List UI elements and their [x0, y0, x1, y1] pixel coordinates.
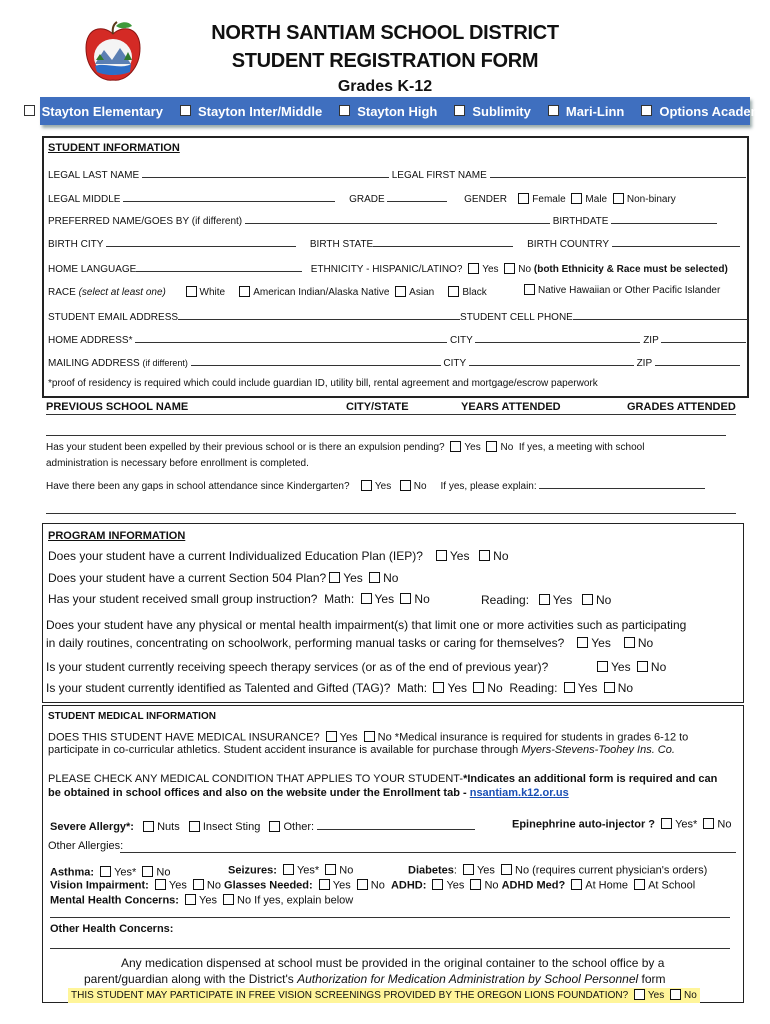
preferred-name-row: PREFERRED NAME/GOES BY (if different) BIRTHDATE	[48, 213, 717, 227]
school-option-options-academy[interactable]: Options Academy	[638, 104, 769, 119]
checkbox[interactable]	[641, 105, 652, 116]
home-zip-field[interactable]	[661, 332, 746, 343]
small-group-math-yes-checkbox[interactable]	[361, 593, 372, 604]
years-attended-header: YEARS ATTENDED	[461, 401, 561, 413]
small-group-math-no-checkbox[interactable]	[400, 593, 411, 604]
seizures-row: Seizures: Yes* No	[228, 864, 354, 877]
other-allergies-field[interactable]	[120, 852, 736, 853]
last-name-field[interactable]	[142, 167, 389, 178]
insurance-note-line2: participate in co-curricular athletics. Student accident insurance is available for purchase through Myers-Stevens-Toohey Ins. Co.	[48, 744, 675, 756]
allergy-other-checkbox[interactable]	[269, 821, 280, 832]
allergy-insect-checkbox[interactable]	[189, 821, 200, 832]
district-website-link[interactable]: nsantiam.k12.or.us	[469, 787, 569, 799]
glasses-yes-checkbox[interactable]	[319, 879, 330, 890]
mental-yes-checkbox[interactable]	[185, 894, 196, 905]
birth-state-field[interactable]	[373, 236, 513, 247]
gaps-no-checkbox[interactable]	[400, 480, 411, 491]
gaps-explain-line2[interactable]	[46, 513, 736, 514]
residency-note: *proof of residency is required which could include guardian ID, utility bill, rental agreement and mortgage/escrow paperwork	[48, 378, 598, 389]
expelled-question-row: Has your student been expelled by their previous school or is there an expulsion pending? Yes No If yes, a meeting with school	[46, 442, 645, 454]
gaps-question-row: Have there been any gaps in school attendance since Kindergarten? Yes No If yes, please explain:	[46, 478, 705, 493]
tag-math-no-checkbox[interactable]	[473, 682, 484, 693]
mental-no-checkbox[interactable]	[223, 894, 234, 905]
race-native-hawaiian-checkbox[interactable]	[524, 284, 535, 295]
checkbox[interactable]	[339, 105, 350, 116]
seizures-no-checkbox[interactable]	[325, 864, 336, 875]
insurance-row: DOES THIS STUDENT HAVE MEDICAL INSURANCE? Yes No *Medical insurance is required for students in grades 6-12 to	[48, 731, 689, 744]
gaps-explain-field[interactable]	[539, 478, 705, 489]
insurance-no-checkbox[interactable]	[364, 731, 375, 742]
home-address-row: HOME ADDRESS* CITY ZIP	[48, 332, 746, 346]
mailing-zip-field[interactable]	[655, 355, 740, 366]
hispanic-yes-checkbox[interactable]	[468, 263, 479, 274]
previous-school-entry-line[interactable]	[46, 435, 726, 436]
previous-school-header-rule	[46, 414, 736, 415]
impairment-no-checkbox[interactable]	[624, 637, 635, 648]
email-phone-row: STUDENT EMAIL ADDRESS STUDENT CELL PHONE	[48, 309, 748, 323]
medical-check-instructions: PLEASE CHECK ANY MEDICAL CONDITION THAT APPLIES TO YOUR STUDENT-*Indicates an additional form is required and can	[48, 773, 718, 785]
race-asian-checkbox[interactable]	[395, 286, 406, 297]
nonbinary-checkbox[interactable]	[613, 193, 624, 204]
other-health-field[interactable]	[50, 948, 730, 949]
gaps-yes-checkbox[interactable]	[361, 480, 372, 491]
preferred-name-field[interactable]	[245, 213, 550, 224]
504-row: Does your student have a current Section 504 Plan? Yes No	[48, 571, 399, 585]
mailing-address-row: MAILING ADDRESS (if different) CITY ZIP	[48, 355, 740, 369]
hispanic-no-checkbox[interactable]	[504, 263, 515, 274]
insurance-yes-checkbox[interactable]	[326, 731, 337, 742]
small-group-reading-no-checkbox[interactable]	[582, 594, 593, 605]
language-ethnicity-row: HOME LANGUAGE ETHNICITY - HISPANIC/LATINO? Yes No (both Ethnicity & Race must be selected)	[48, 261, 728, 276]
grade-field[interactable]	[387, 191, 447, 202]
vision-screening-no-checkbox[interactable]	[670, 989, 681, 1000]
adhd-med-home-checkbox[interactable]	[571, 879, 582, 890]
diabetes-yes-checkbox[interactable]	[463, 864, 474, 875]
adhd-med-school-checkbox[interactable]	[634, 879, 645, 890]
epinephrine-row: Epinephrine auto-injector ? Yes* No	[512, 818, 732, 831]
school-option-stayton-high[interactable]: Stayton High	[336, 104, 437, 119]
school-option-mari-linn[interactable]: Mari-Linn	[545, 104, 625, 119]
epi-yes-checkbox[interactable]	[661, 818, 672, 829]
middle-name-field[interactable]	[123, 191, 335, 202]
vision-glasses-adhd-row: Vision Impairment: Yes No Glasses Needed: Yes No ADHD: Yes No ADHD Med? At Home At School	[50, 879, 696, 892]
vision-yes-checkbox[interactable]	[155, 879, 166, 890]
form-title: STUDENT REGISTRATION FORM	[231, 50, 539, 72]
asthma-yes-checkbox[interactable]	[100, 866, 111, 877]
checkbox[interactable]	[454, 105, 465, 116]
epi-no-checkbox[interactable]	[703, 818, 714, 829]
checkbox[interactable]	[548, 105, 559, 116]
birth-country-field[interactable]	[612, 236, 740, 247]
seizures-yes-checkbox[interactable]	[283, 864, 294, 875]
student-info-heading: STUDENT INFORMATION	[48, 142, 180, 154]
asthma-row: Asthma: Yes* No	[50, 866, 171, 879]
male-checkbox[interactable]	[571, 193, 582, 204]
impairment-yes-checkbox[interactable]	[577, 637, 588, 648]
school-selection-bar	[40, 97, 770, 125]
middle-grade-gender-row: LEGAL MIDDLE GRADE GENDER Female Male Non-binary	[48, 191, 676, 206]
impairment-line2: in daily routines, concentrating on schoolwork, performing manual tasks or caring for themselves? Yes No	[46, 636, 654, 650]
race-row: RACE (select at least one) White American Indian/Alaska Native Asian Black	[48, 287, 487, 299]
medical-check-instructions-line2: be obtained in school offices and also on the website under the Enrollment tab - nsantiam.k12.or.us	[48, 787, 569, 799]
vision-screening-row: THIS STUDENT MAY PARTICIPATE IN FREE VISION SCREENINGS PROVIDED BY THE OREGON LIONS FOUNDATION? Yes No	[68, 988, 700, 1003]
district-title: NORTH SANTIAM SCHOOL DISTRICT	[211, 22, 559, 44]
small-group-reading: Reading: Yes No	[481, 593, 612, 607]
adhd-yes-checkbox[interactable]	[432, 879, 443, 890]
other-allergies-label: Other Allergies:	[48, 840, 124, 852]
medication-note-line2: parent/guardian along with the District's Authorization for Medication Administration by School Personnel form	[84, 972, 666, 986]
grades-attended-header: GRADES ATTENDED	[627, 401, 736, 413]
speech-row: Is your student currently receiving speech therapy services (or as of the end of previous year)?	[46, 660, 549, 674]
speech-options: Yes No	[594, 660, 666, 674]
vision-no-checkbox[interactable]	[193, 879, 204, 890]
tag-reading-yes-checkbox[interactable]	[564, 682, 575, 693]
iep-yes-checkbox[interactable]	[436, 550, 447, 561]
email-field[interactable]	[178, 309, 460, 320]
school-option-stayton-elementary[interactable]: Stayton Elementary	[21, 104, 163, 119]
allergy-other-field[interactable]	[317, 819, 475, 830]
tag-math-yes-checkbox[interactable]	[433, 682, 444, 693]
checkbox[interactable]	[180, 105, 191, 116]
home-address-field[interactable]	[135, 332, 447, 343]
home-city-field[interactable]	[475, 332, 640, 343]
small-group-row: Has your student received small group instruction? Math: Yes No	[48, 592, 430, 606]
medication-note-line1: Any medication dispensed at school must be provided in the original container to the school office by a	[121, 956, 665, 970]
asthma-no-checkbox[interactable]	[142, 866, 153, 877]
allergy-nuts-checkbox[interactable]	[143, 821, 154, 832]
birthdate-field[interactable]	[611, 213, 717, 224]
expelled-note-line2: administration is necessary before enrollment is completed.	[46, 458, 309, 469]
mental-health-row: Mental Health Concerns: Yes No If yes, explain below	[50, 894, 354, 907]
adhd-no-checkbox[interactable]	[470, 879, 481, 890]
first-name-field[interactable]	[490, 167, 746, 178]
checkbox[interactable]	[24, 105, 35, 116]
impairment-line1: Does your student have any physical or mental health impairment(s) that limit one or more activities such as participating	[46, 618, 687, 632]
expelled-yes-checkbox[interactable]	[450, 441, 461, 452]
race-american-indian-checkbox[interactable]	[239, 286, 250, 297]
race-white-checkbox[interactable]	[186, 286, 197, 297]
speech-no-checkbox[interactable]	[637, 661, 648, 672]
race-native-hawaiian-option: Native Hawaiian or Other Pacific Islander	[521, 284, 720, 297]
tag-reading-no-checkbox[interactable]	[604, 682, 615, 693]
glasses-no-checkbox[interactable]	[357, 879, 368, 890]
tag-row: Is your student currently identified as Talented and Gifted (TAG)? Math: Yes No Reading: Yes No	[46, 681, 634, 695]
other-health-label: Other Health Concerns:	[50, 923, 174, 935]
iep-no-checkbox[interactable]	[479, 550, 490, 561]
speech-yes-checkbox[interactable]	[597, 661, 608, 672]
diabetes-row: Diabetes: Yes No (requires current physician's orders)	[408, 864, 708, 877]
last-name-row: LEGAL LAST NAME LEGAL FIRST NAME	[48, 167, 746, 181]
mental-health-explain-line[interactable]	[50, 917, 730, 918]
diabetes-no-checkbox[interactable]	[501, 864, 512, 875]
city-state-header: CITY/STATE	[346, 401, 409, 413]
vision-screening-yes-checkbox[interactable]	[634, 989, 645, 1000]
birth-city-field[interactable]	[106, 236, 296, 247]
race-black-checkbox[interactable]	[448, 286, 459, 297]
504-yes-checkbox[interactable]	[329, 572, 340, 583]
program-info-heading: PROGRAM INFORMATION	[48, 530, 186, 542]
cell-phone-field[interactable]	[573, 309, 748, 320]
severe-allergy-row: Severe Allergy*: Nuts Insect Sting Other:	[50, 819, 475, 834]
mailing-city-field[interactable]	[469, 355, 634, 366]
iep-row: Does your student have a current Individualized Education Plan (IEP)? Yes No	[48, 549, 509, 563]
previous-school-header: PREVIOUS SCHOOL NAME	[46, 401, 189, 413]
birth-place-row: BIRTH CITY BIRTH STATE BIRTH COUNTRY	[48, 236, 740, 250]
female-checkbox[interactable]	[518, 193, 529, 204]
mailing-address-field[interactable]	[191, 355, 441, 366]
504-no-checkbox[interactable]	[369, 572, 380, 583]
school-option-sublimity[interactable]: Sublimity	[451, 104, 531, 119]
grades-subtitle: Grades K-12	[337, 78, 433, 95]
school-option-stayton-inter-middle[interactable]: Stayton Inter/Middle	[177, 104, 322, 119]
small-group-reading-yes-checkbox[interactable]	[539, 594, 550, 605]
home-language-field[interactable]	[136, 261, 302, 272]
expelled-no-checkbox[interactable]	[486, 441, 497, 452]
medical-info-heading: STUDENT MEDICAL INFORMATION	[48, 711, 216, 722]
